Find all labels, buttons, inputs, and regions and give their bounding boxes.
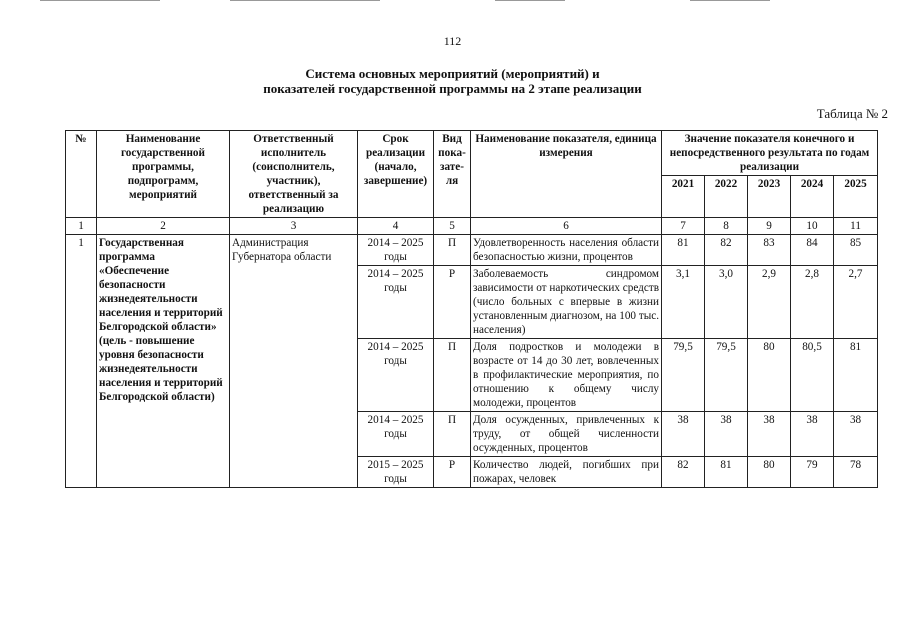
header-year: 2025 <box>834 176 878 218</box>
indicator-name-cell: Заболеваемость синдромом зависимости от наркотических средств (число больных с впервые в жизни установленным диагнозом, на 100 тыс. населения) <box>471 266 662 339</box>
top-rule-2 <box>230 0 380 1</box>
period-cell: 2015 – 2025 годы <box>358 457 434 488</box>
title-line-1: Система основных мероприятий (мероприятий) и <box>305 66 600 81</box>
value-cell: 2,9 <box>748 266 791 339</box>
value-cell: 79 <box>791 457 834 488</box>
program-name: Государственная программа «Обеспечение безопасности жизнедеятельности населения и территорий Белгородской области» (цель - повышение уровня безопасности жизнедеятельности населения и территорий Белгородской области) <box>97 235 230 488</box>
column-number: 2 <box>97 218 230 235</box>
header-year: 2022 <box>705 176 748 218</box>
value-cell: 80 <box>748 457 791 488</box>
period-cell: 2014 – 2025 годы <box>358 266 434 339</box>
value-cell: 3,1 <box>662 266 705 339</box>
program-executor: Администрация Губернатора области <box>230 235 358 488</box>
indicator-name-cell: Удовлетворенность населения области безопасностью жизни, процентов <box>471 235 662 266</box>
top-rule-3 <box>495 0 565 1</box>
header-indicator: Наименование показателя, единица измерения <box>471 131 662 218</box>
header-year: 2023 <box>748 176 791 218</box>
title-line-2: показателей государственной программы на 2 этапе реализации <box>263 81 642 96</box>
value-cell: 80 <box>748 339 791 412</box>
indicator-name-cell: Доля осужденных, привлеченных к труду, от общей численности осужденных, процентов <box>471 412 662 457</box>
value-cell: 81 <box>705 457 748 488</box>
value-cell: 78 <box>834 457 878 488</box>
program-number: 1 <box>66 235 97 488</box>
value-cell: 3,0 <box>705 266 748 339</box>
header-num: № <box>66 131 97 218</box>
column-number: 7 <box>662 218 705 235</box>
column-number: 6 <box>471 218 662 235</box>
table-label: Таблица № 2 <box>816 106 888 121</box>
indicator-type-cell: П <box>434 235 471 266</box>
header-name: Наименование государственной программы, подпрограмм, мероприятий <box>97 131 230 218</box>
indicator-name-cell: Доля подростков и молодежи в возрасте от 14 до 30 лет, вовлеченных в профилактические мероприятия, по отношению к общему числу молодежи, процентов <box>471 339 662 412</box>
column-number: 5 <box>434 218 471 235</box>
period-cell: 2014 – 2025 годы <box>358 412 434 457</box>
top-rule-1 <box>40 0 160 1</box>
indicator-type-cell: П <box>434 339 471 412</box>
value-cell: 38 <box>748 412 791 457</box>
indicator-type-cell: Р <box>434 457 471 488</box>
indicator-type-cell: П <box>434 412 471 457</box>
column-number: 4 <box>358 218 434 235</box>
value-cell: 38 <box>834 412 878 457</box>
value-cell: 2,8 <box>791 266 834 339</box>
column-number: 11 <box>834 218 878 235</box>
column-number-row <box>66 218 878 235</box>
value-cell: 83 <box>748 235 791 266</box>
column-number: 10 <box>791 218 834 235</box>
document-title <box>0 66 905 96</box>
value-cell: 81 <box>834 339 878 412</box>
period-cell: 2014 – 2025 годы <box>358 339 434 412</box>
value-cell: 79,5 <box>662 339 705 412</box>
header-year: 2024 <box>791 176 834 218</box>
column-number: 9 <box>748 218 791 235</box>
period-cell: 2014 – 2025 годы <box>358 235 434 266</box>
column-number: 1 <box>66 218 97 235</box>
value-cell: 80,5 <box>791 339 834 412</box>
value-cell: 84 <box>791 235 834 266</box>
top-rule-4 <box>690 0 770 1</box>
measures-table <box>65 130 878 488</box>
value-cell: 85 <box>834 235 878 266</box>
value-cell: 82 <box>662 457 705 488</box>
indicator-type-cell: Р <box>434 266 471 339</box>
table-row <box>66 235 878 266</box>
header-year: 2021 <box>662 176 705 218</box>
column-number: 8 <box>705 218 748 235</box>
page-number: 112 <box>443 34 462 48</box>
column-number: 3 <box>230 218 358 235</box>
value-cell: 79,5 <box>705 339 748 412</box>
header-period: Срок реализации (начало, завершение) <box>358 131 434 218</box>
value-cell: 82 <box>705 235 748 266</box>
header-type: Вид пока-зате-ля <box>434 131 471 218</box>
indicator-name-cell: Количество людей, погибших при пожарах, человек <box>471 457 662 488</box>
value-cell: 2,7 <box>834 266 878 339</box>
value-cell: 81 <box>662 235 705 266</box>
value-cell: 38 <box>662 412 705 457</box>
value-cell: 38 <box>705 412 748 457</box>
header-values-group: Значение показателя конечного и непосредственного результата по годам реализации <box>662 131 878 176</box>
value-cell: 38 <box>791 412 834 457</box>
header-executor: Ответственный исполнитель (соисполнитель, участник), ответственный за реализацию <box>230 131 358 218</box>
